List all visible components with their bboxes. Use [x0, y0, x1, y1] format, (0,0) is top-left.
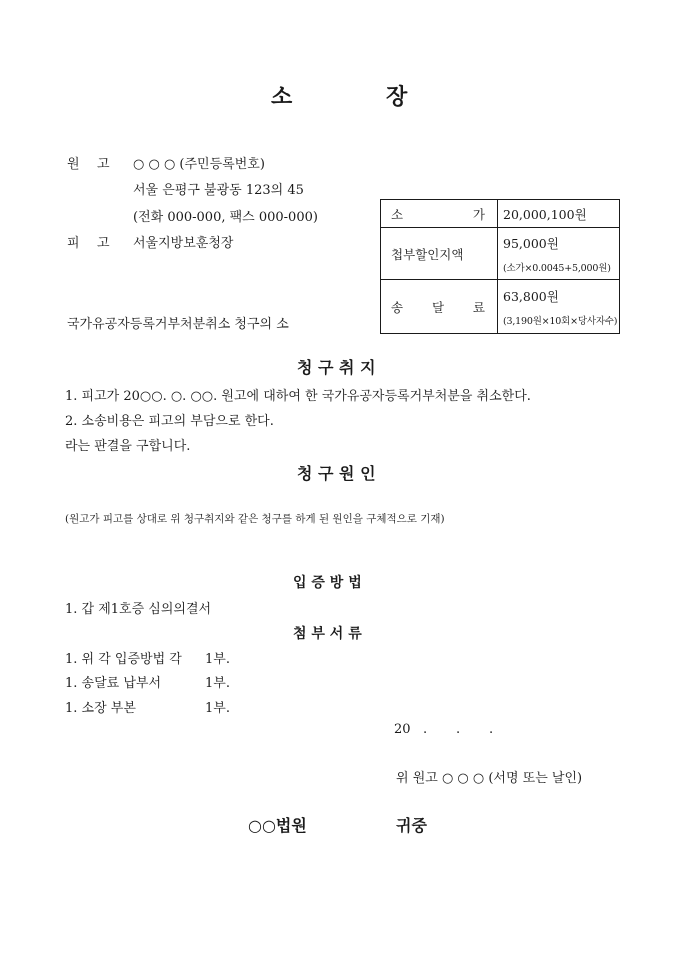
fee-stamp-formula: (소가×0.0045+5,000원) [503, 262, 611, 274]
defendant-label-2: 고 [97, 236, 110, 251]
fee-delivery-label [381, 280, 498, 334]
claim-purpose-closing: 라는 판결을 구합니다. [65, 439, 191, 454]
fee-stamp-label [381, 228, 498, 280]
fee-delivery-amount [498, 280, 620, 334]
defendant-label-1: 피 [67, 236, 80, 251]
fee-delivery-label-char-2: 달 [431, 299, 445, 315]
fee-stamp-amount [498, 228, 620, 280]
evidence-heading: 입 증 방 법 [293, 575, 362, 591]
court-name: ○○법원 [248, 816, 307, 835]
attachment-item-1-name: 1. 위 각 입증방법 각 [65, 652, 182, 667]
date-line: 20 . . . [394, 722, 494, 737]
evidence-item-1: 1. 갑 제1호증 심의의결서 [65, 602, 212, 617]
claim-cause-heading: 청 구 원 인 [297, 464, 376, 483]
plaintiff-label-2: 고 [97, 157, 110, 172]
case-name: 국가유공자등록거부처분취소 청구의 소 [67, 317, 289, 332]
fee-delivery-formula: (3,190원×10회×당사자수) [503, 315, 618, 327]
plaintiff-contact: (전화 000-000, 팩스 000-000) [133, 210, 318, 225]
title-char-1: 소 [271, 84, 293, 110]
plaintiff-address: 서울 은평구 불광동 123의 45 [133, 183, 304, 198]
claim-purpose-item-1: 1. 피고가 20○○. ○. ○○. 원고에 대하여 한 국가유공자등록거부처분을 취소한다. [65, 389, 531, 404]
court-suffix: 귀중 [396, 816, 427, 835]
fee-row-delivery [381, 280, 620, 334]
attachment-item-1-count: 1부. [205, 652, 230, 667]
fee-value-amount [498, 200, 620, 228]
fee-row-stamp [381, 228, 620, 280]
defendant-name: 서울지방보훈청장 [133, 236, 234, 251]
claim-purpose-item-2: 2. 소송비용은 피고의 부담으로 한다. [65, 414, 274, 429]
fee-value-amount-text: 20,000,100원 [503, 206, 587, 222]
fee-delivery-amount-text: 63,800원 [503, 288, 559, 304]
attachment-item-3-name: 1. 소장 부본 [65, 701, 136, 716]
claim-purpose-heading: 청 구 취 지 [297, 358, 376, 377]
signature-line: 위 원고 ○ ○ ○ (서명 또는 날인) [396, 771, 583, 786]
plaintiff-name: ○ ○ ○ (주민등록번호) [133, 157, 265, 172]
fee-stamp-label-text: 첩부할인지액 [391, 246, 464, 262]
fee-delivery-label-char-3: 료 [472, 299, 485, 315]
fee-value-label-char-2: 가 [472, 206, 485, 222]
attachment-item-2-count: 1부. [205, 676, 230, 691]
fee-delivery-label-char-1: 송 [391, 299, 404, 315]
fee-value-label-char-1: 소 [391, 206, 404, 222]
attachments-heading: 첨 부 서 류 [293, 626, 362, 642]
attachment-item-3-count: 1부. [205, 701, 230, 716]
fee-table [380, 199, 620, 334]
plaintiff-label-1: 원 [67, 157, 80, 172]
claim-cause-note: (원고가 피고를 상대로 위 청구취지와 같은 청구를 하게 된 원인을 구체적으로 기재) [65, 513, 445, 525]
fee-row-value [381, 200, 620, 228]
fee-value-label [381, 200, 498, 228]
fee-stamp-amount-text: 95,000원 [503, 235, 559, 251]
title-char-2: 장 [386, 84, 408, 110]
attachment-item-2-name: 1. 송달료 납부서 [65, 676, 162, 691]
